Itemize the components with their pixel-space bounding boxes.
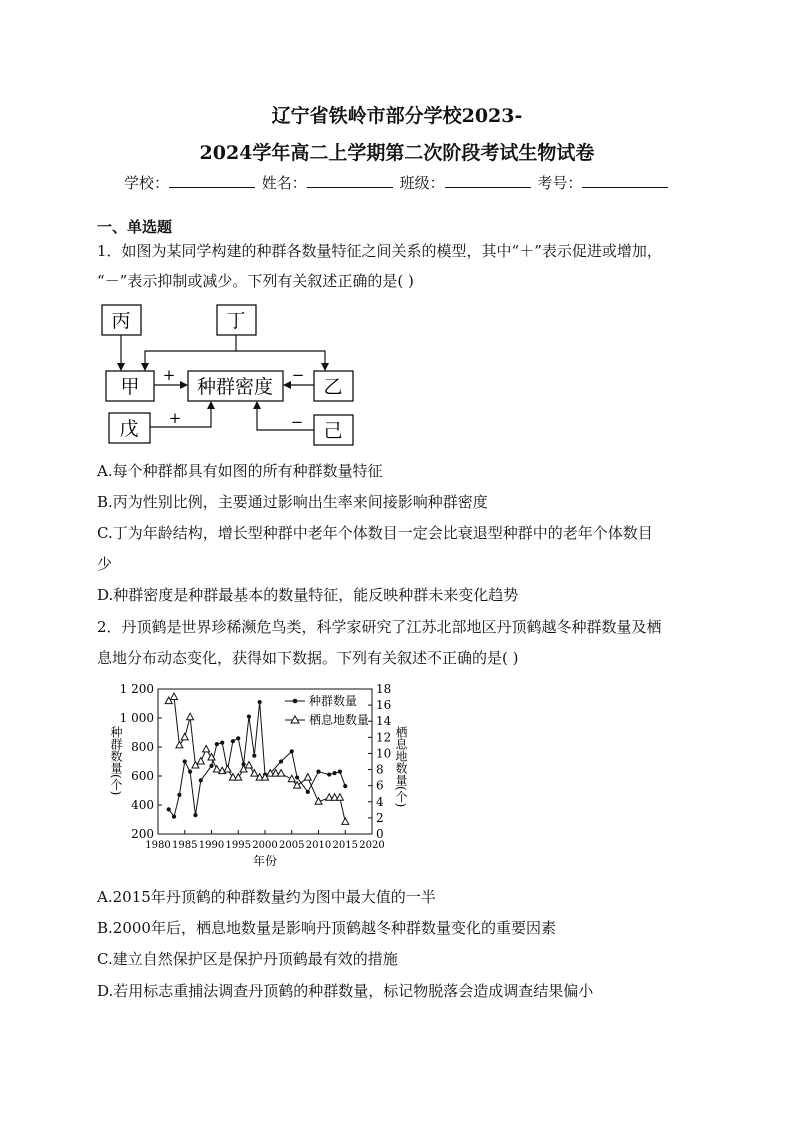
x-tick-label: 2010: [305, 840, 332, 851]
q1-option-a[interactable]: A.每个种群都具有如图的所有种群数量特征: [97, 462, 383, 480]
arrow-ding-to-jia: [145, 335, 236, 370]
y-axis-left-title: 种群数量(个): [109, 726, 123, 796]
label-bing: 丙: [111, 310, 131, 332]
plot-frame: [158, 689, 372, 834]
habitat-point: [245, 762, 252, 769]
legend-series-2: 栖息地数量: [309, 713, 370, 727]
population-point: [332, 771, 336, 775]
population-point: [172, 815, 176, 819]
habitat-point: [187, 713, 194, 720]
y-left-tick-label: 600: [131, 769, 154, 783]
arrow-ji-to-density: [257, 402, 314, 430]
q1-stem-line-2: “－”表示抑制或减少。下列有关叙述正确的是( ): [97, 272, 414, 290]
habitat-point: [224, 766, 231, 773]
school-blank[interactable]: [169, 173, 255, 188]
population-point: [279, 759, 283, 763]
habitat-point: [197, 758, 204, 765]
habitat-point: [203, 745, 210, 752]
x-tick-label: 1990: [198, 840, 225, 851]
q1-option-c-line-2[interactable]: 少: [97, 555, 113, 573]
legend-dot-marker: [293, 699, 298, 704]
class-label: 班级：: [399, 174, 445, 192]
section-heading: 一、单选题: [97, 218, 173, 236]
q2-option-a[interactable]: A.2015年丹顶鹤的种群数量约为图中最大值的一半: [97, 888, 436, 906]
label-wu: 戊: [119, 418, 139, 440]
y-right-tick-label: 8: [376, 762, 384, 777]
legend-series-1: 种群数量: [309, 694, 358, 708]
label-population-density: 种群密度: [196, 376, 274, 398]
x-tick-label: 2005: [279, 840, 305, 851]
class-blank[interactable]: [445, 173, 531, 188]
habitat-point: [171, 693, 178, 700]
q2-option-b[interactable]: B.2000年后，栖息地数量是影响丹顶鹤越冬种群数量变化的重要因素: [97, 919, 556, 937]
x-tick-label: 2015: [332, 840, 358, 851]
title-line-2: 2024学年高二上学期第二次阶段考试生物试卷: [199, 142, 595, 164]
population-point: [220, 741, 224, 745]
population-point: [215, 742, 219, 746]
y-left-tick-label: 200: [131, 827, 154, 841]
y-right-tick-label: 6: [376, 778, 384, 793]
population-point: [193, 813, 197, 817]
x-tick-label: 2000: [252, 840, 278, 851]
y-right-tick-label: 2: [376, 810, 384, 825]
y-right-tick-label: 4: [376, 794, 384, 809]
q2-option-d[interactable]: D.若用标志重捕法调查丹顶鹤的种群数量，标记物脱落会造成调查结果偏小: [97, 982, 594, 1000]
x-tick-label: 2020: [359, 840, 385, 851]
q2-crane-chart: [100, 680, 408, 870]
q1-population-model-diagram: [95, 300, 365, 450]
y-left-tick-label: 1 000: [119, 711, 154, 725]
y-left-tick-label: 1 200: [119, 682, 154, 696]
x-axis-title: 年份: [252, 854, 278, 868]
sign-jia-plus: +: [162, 366, 176, 384]
population-point: [306, 790, 310, 794]
q2-option-c[interactable]: C.建立自然保护区是保护丹顶鹤最有效的措施: [97, 950, 398, 968]
sign-wu-plus: +: [168, 409, 182, 427]
population-point: [316, 770, 320, 774]
y-right-tick-label: 0: [376, 827, 384, 841]
population-point: [327, 772, 331, 776]
label-ji: 己: [323, 420, 343, 442]
y-right-tick-label: 18: [376, 682, 392, 696]
population-point: [258, 700, 262, 704]
name-label: 姓名：: [261, 174, 307, 192]
q2-stem-line-2: 息地分布动态变化，获得如下数据。下列有关叙述不正确的是( ): [97, 649, 519, 667]
label-ding: 丁: [226, 310, 246, 332]
x-tick-label: 1985: [172, 840, 198, 851]
habitat-point: [304, 774, 311, 781]
habitat-point: [213, 766, 220, 773]
chart-legend: [285, 693, 369, 727]
y-axis-right-title: 栖息地数量(个): [394, 726, 408, 808]
y-left-tick-label: 800: [131, 740, 154, 754]
population-point: [338, 770, 342, 774]
population-point: [247, 714, 251, 718]
label-jia: 甲: [120, 376, 140, 398]
population-point: [295, 775, 299, 779]
title-line-1: 辽宁省铁岭市部分学校2023-: [271, 105, 523, 127]
population-point: [252, 754, 256, 758]
q1-option-b[interactable]: B.丙为性别比例，主要通过影响出生率来间接影响种群密度: [97, 493, 488, 511]
habitat-point: [342, 818, 349, 825]
y-right-tick-label: 12: [376, 730, 392, 745]
q2-stem-line-1: 2．丹顶鹤是世界珍稀濒危鸟类，科学家研究了江苏北部地区丹顶鹤越冬种群数量及栖: [97, 618, 662, 636]
population-point: [209, 764, 213, 768]
x-tick-label: 1980: [145, 840, 171, 851]
q1-option-d[interactable]: D.种群密度是种群最基本的数量特征，能反映种群未来变化趋势: [97, 586, 519, 604]
name-blank[interactable]: [307, 173, 393, 188]
population-point: [183, 759, 187, 763]
sign-yi-minus: −: [291, 366, 305, 384]
population-point: [231, 739, 235, 743]
population-point: [343, 784, 347, 788]
y-left-tick-label: 400: [131, 798, 154, 812]
population-point: [290, 749, 294, 753]
population-point: [199, 778, 203, 782]
exam-number-label: 考号：: [537, 174, 583, 192]
habitat-point: [278, 770, 285, 777]
exam-number-blank[interactable]: [582, 173, 668, 188]
population-point: [167, 807, 171, 811]
sign-ji-minus: −: [290, 413, 304, 431]
arrow-ding-to-yi: [236, 351, 325, 370]
habitat-point: [336, 794, 343, 801]
q1-stem-line-1: 1．如图为某同学构建的种群各数量特征之间关系的模型，其中“＋”表示促进或增加，: [97, 242, 662, 260]
y-right-tick-label: 14: [376, 714, 392, 729]
label-yi: 乙: [323, 376, 343, 398]
population-point: [188, 770, 192, 774]
q1-option-c-line-1[interactable]: C.丁为年龄结构，增长型种群中老年个体数目一定会比衰退型种群中的老年个体数目: [97, 524, 653, 542]
x-tick-label: 1995: [225, 840, 251, 851]
student-info-fields: [124, 172, 670, 193]
population-point: [236, 736, 240, 740]
school-label: 学校：: [124, 174, 170, 192]
population-point: [177, 793, 181, 797]
y-right-tick-label: 16: [376, 698, 392, 713]
y-right-tick-label: 10: [376, 746, 392, 761]
habitat-point: [181, 733, 188, 740]
